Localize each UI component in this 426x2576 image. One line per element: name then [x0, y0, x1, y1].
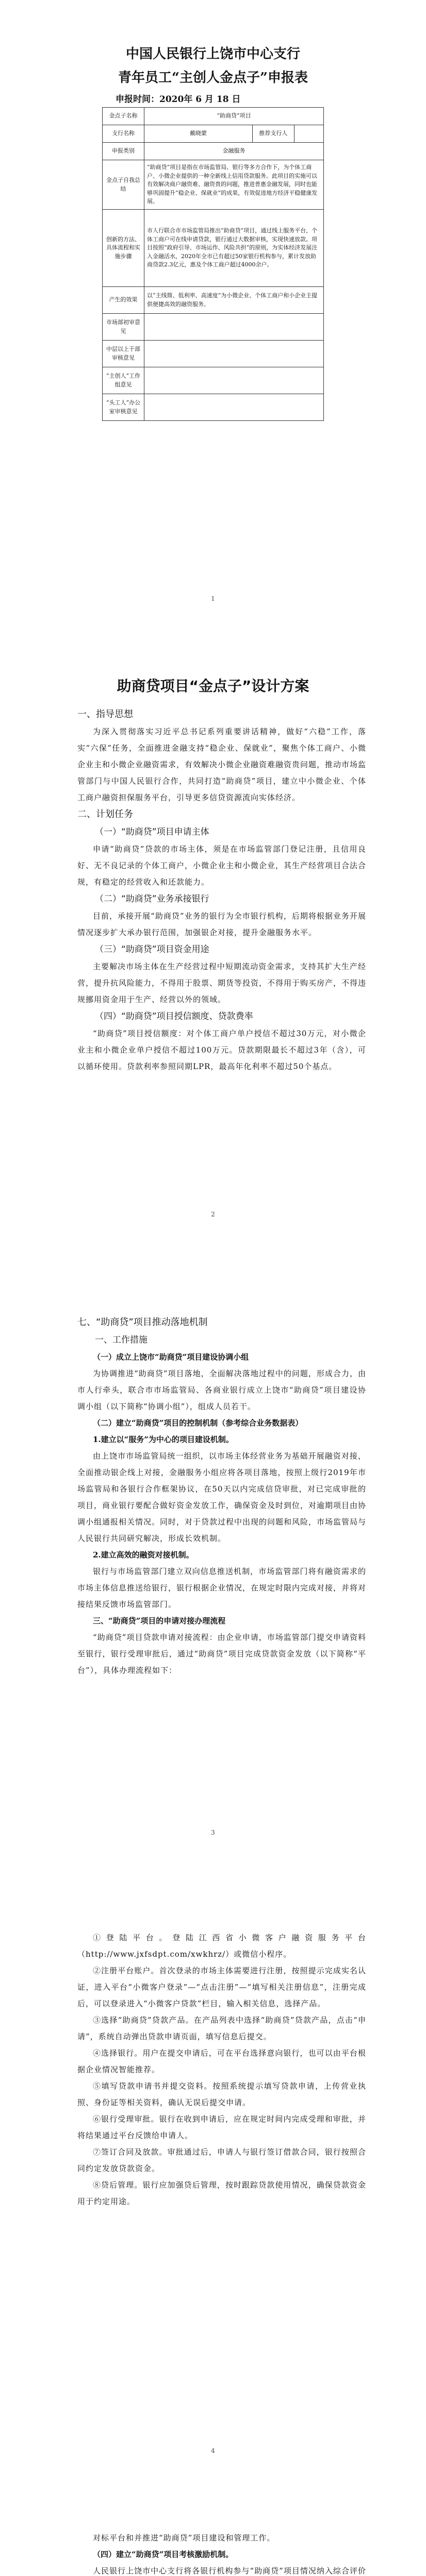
page-number: 3	[211, 1829, 215, 1836]
page-number: 4	[211, 2447, 215, 2454]
step-6: ⑥银行受理审批。银行在收到申请后，应在规定时间内完成受理和审批，并将结果通过平台反馈给申请人。	[77, 2114, 366, 2140]
paragraph: 主要解决市场主体在生产经营过程中短期流动资金需求，支持其扩大生产经营，提升抗风险能力，不得用于股票、期货等投资，不得用于购买房产，不得违规挪用资金用于生产、经营以外的领域。	[77, 962, 367, 1004]
step-4: ④选择银行。用户在提交申请后，可在平台选择意向银行，也可以由平台根据企业情况智能推荐。	[77, 2048, 366, 2074]
form-value: “助商贷”项目	[144, 108, 324, 125]
paragraph: 由上饶市市场监管局统一组织，以市场主体经营业务为基础开展融资对接，全面推动银企线上对接，金融服务小组应将各项目落地，按照上级行2019年市场监管局和各银行合作框架协议，在50天以内完成信贷审批，对已完成审批的项目，商业银行要配合做好资金发放工作，确保资金及时到位，对逾期项目由协调小组通报相关情况。同时，对于贷款过程中出现的问题和风险，市场监管局与人民银行共同研究解决，形成长效机制。	[77, 1451, 367, 1543]
subheading: 三、“助商贷”项目的申请对接办理流程	[93, 1616, 226, 1625]
form-label: 支行名称	[103, 125, 144, 143]
subheading: （二）“助商贷”业务承接银行	[95, 894, 209, 904]
form-value	[294, 125, 323, 143]
form-label: “头工人”办公室审核意见	[103, 394, 144, 421]
form-title-1: 中国人民银行上饶市中心支行	[125, 46, 300, 62]
page-number: 1	[211, 595, 215, 602]
form-label: 产生的效果	[103, 287, 144, 314]
page-number: 2	[211, 1211, 215, 1218]
form-value: 戴晓蒙	[144, 125, 253, 143]
heading: 七、“助商贷”项目推动落地机制	[77, 1317, 208, 1328]
paragraph: “助商贷”项目贷款申请对接流程：由企业申请，市场监管部门提交申请资料至银行，银行受理审批后，通过“助商贷”项目完成贷款资金发放（以下简称“平台”），具体办理流程如下：	[77, 1633, 366, 1675]
subheading: （三）“助商贷”项目资金用途	[95, 944, 209, 955]
form-value: 金融服务	[144, 143, 324, 160]
page-3	[0, 1236, 426, 1844]
form-label: “主创人”工作组意见	[103, 367, 144, 394]
subheading: 2.建立高效的融资对接机制。	[93, 1550, 194, 1560]
step-7: ⑦签订合同及放款。审批通过后，申请人与银行签订借款合同，银行按照合同约定发放贷款资金。	[77, 2147, 366, 2173]
effects-section	[77, 2530, 366, 2576]
paragraph: 对标平台和并推进“助商贷”项目建设和管理工作。	[93, 2533, 275, 2543]
paragraph: 申请“助商贷”贷款的市场主体，须是在市场监管部门登记注册，且信用良好、无不良记录的个体工商户，小微企业主和小微企业，其生产经营项目合法合规，有稳定的经营收入和还款能力。	[77, 844, 367, 887]
form-value	[144, 341, 324, 367]
paragraph: “助商贷”项目授信额度：对个体工商户单户授信不超过30万元，对小微企业主和小微企业单户授信不超过100万元。贷款期限最长不超过3年（含），可以循环使用。贷款利率参照同期LPR，最高年化利率不超过50个基点。	[77, 1029, 366, 1071]
subheading: （一）成立上饶市“助商贷”项目建设协调小组	[93, 1352, 249, 1362]
step-5: ⑤填写贷款申请书并提交资料。按照系统提示填写贷款申请，上传营业执照、身份证等相关资料，确认无误后提交申请。	[77, 2081, 366, 2107]
plan-section	[77, 706, 366, 1075]
paragraph: 目前，承接开展“助商贷”业务的银行为全市银行机构，后期将根据业务开展情况逐步扩大承办银行范围，加强银企对接，提升金融服务水平。	[77, 911, 366, 937]
paragraph: 人民银行上饶市中心支行将各银行机构参与“助商贷”项目情况纳入综合评价	[93, 2566, 366, 2575]
application-form-table	[102, 107, 324, 421]
subheading: 1.建立以“服务”为中心的项目建设机制。	[93, 1435, 234, 1444]
form-label: 金点子自我总结	[103, 160, 144, 210]
step-1: ①登陆平台。登陆江西省小微客户融资服务平台（http://www.jxfsdpt.com/xwkhrz/）或微信小程序。	[77, 1933, 366, 1959]
form-label: 市场部初审意见	[103, 314, 144, 341]
form-value	[144, 367, 324, 394]
form-value: 市人行联合市市场监管局推出“助商贷”项目，通过线上服务平台，个体工商户可在线申请贷款，银行通过大数据审核，实现快速放款。项目按照“政府引导、市场运作、风险共担”的原则，为实体经济发展注入金融活水，2020年全市已有超过50家银行机构参与，累计发放助商贷款2.3亿元，惠及个体工商户超过4000余户。	[144, 210, 324, 287]
steps-section	[77, 1929, 366, 2210]
form-value: 以“主线简、低利率、高速度”为小微企业、个体工商户和小企业主提供便捷高效的融资服务。	[144, 287, 324, 314]
form-title-2: 青年员工“主创人金点子”申报表	[118, 70, 308, 86]
page-4	[0, 1855, 426, 2463]
form-value	[144, 314, 324, 341]
form-label: 金点子名称	[103, 108, 144, 125]
page-2	[0, 618, 426, 1226]
paragraph: 为协调推进“助商贷”项目落地，全面解决落地过程中的问题，形成合力，由市人行牵头，联合市市场监管局、各商业银行成立上饶市“助商贷”项目建设协调小组（以下简称“协调小组”），组成人员若干。	[77, 1369, 366, 1411]
subheading: （一）“助商贷”项目申请主体	[95, 827, 209, 837]
subheading: （四）建立“助商贷”项目考核激励机制。	[93, 2550, 234, 2559]
heading: 一、指导思想	[77, 709, 133, 720]
page-5	[0, 2473, 426, 2576]
page-1	[0, 0, 426, 608]
step-3: ③选择“助商贷”贷款产品。在产品列表中选择“助商贷”贷款产品，点击“申请”，系统自动弹出贷款申请页面，填写信息后提交。	[77, 2015, 366, 2041]
plan-title: 助商贷项目“金点子”设计方案	[117, 677, 309, 694]
paragraph: 银行与市场监管部门建立双向信息推送机制，市场监管部门将有融资需求的市场主体信息推送给银行，银行根据企业情况，在规定时限内完成对接，并将对接结果反馈市场监管部门。	[77, 1567, 367, 1609]
form-value	[144, 394, 324, 421]
paragraph: 为深入贯彻落实习近平总书记系列重要讲话精神，做好“六稳”工作，落实“六保”任务，全面推进金融支持“稳企业、保就业”，聚焦个体工商户、小微企业主和小微企业融资需求，有效解决小微企业融资难融资贵问题，推动市场监管部门与中国人民银行合作，共同打造“助商贷”项目，建立中小微企业、个体工商户融资担保服务平台，引导更多信贷资源流向实体经济。	[77, 727, 367, 802]
subheading: （二）建立“助商贷”项目的控制机制（参考综合业务数据表）	[93, 1418, 303, 1428]
subheading: 一、工作措施	[95, 1335, 148, 1345]
heading: 二、计划任务	[77, 809, 133, 820]
subheading: （四）“助商贷”项目授信额度、贷款费率	[95, 1011, 253, 1022]
form-label: 推荐支行人	[252, 125, 294, 143]
form-label: 申报类别	[103, 143, 144, 160]
step-2: ②注册平台账户。首次登录的市场主体需要进行注册，按照提示完成实名认证，进入平台“小微客户登录”—“点击注册”—“填写相关注册信息”，注册完成后，可以登录进入“小微客户贷款”栏目，输入相关信息，选择产品。	[77, 1966, 366, 2008]
form-label: 创新的方法、具体流程和实施步骤	[103, 210, 144, 287]
step-8: ⑧贷后管理。银行应加强贷后管理，按时跟踪贷款使用情况，确保贷款资金用于约定用途。	[77, 2180, 366, 2206]
submission-date: 申报时间：2020年 6 月 18 日	[116, 94, 241, 105]
form-value: “助商贷”项目是指在市场监管局、银行等多方合作下，为个体工商户、小微企业提供的一种全新线上信用贷款服务。此项目的实施可以有效解决商户融资难、融资贵的问题，推进普惠金融发展，同时也能够巩固提升“稳企业、保就业”的成果，有效促进地方经济平稳健康发展。	[144, 160, 324, 210]
mechanism-section	[77, 1314, 366, 1679]
form-label: 中层以上干部审核意见	[103, 341, 144, 367]
